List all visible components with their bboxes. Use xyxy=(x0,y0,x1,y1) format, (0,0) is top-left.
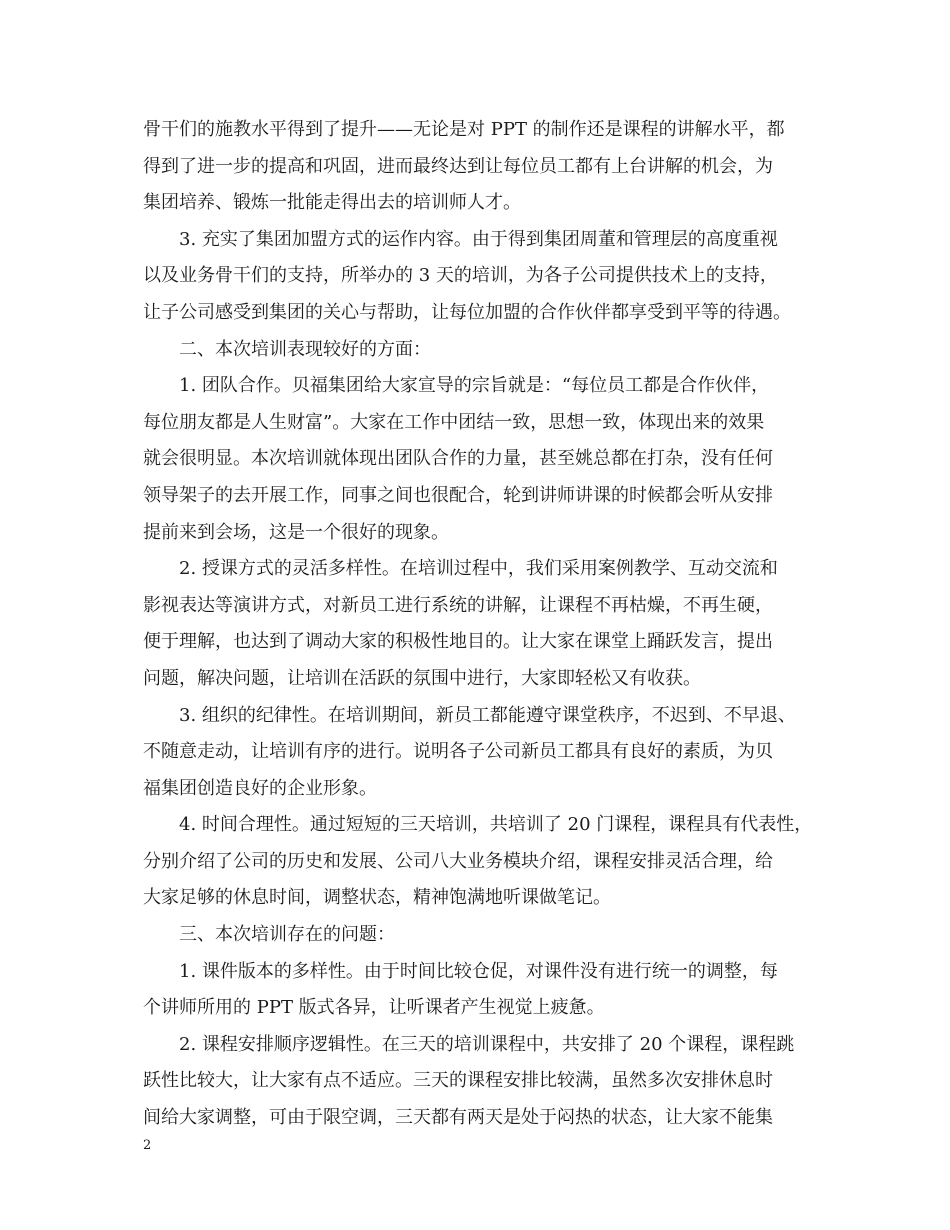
text-line: 不随意走动，让培训有序的进行。说明各子公司新员工都具有良好的素质，为贝 xyxy=(143,741,773,763)
text-line: 便于理解，也达到了调动大家的积极性地目的。让大家在课堂上踊跃发言，提出 xyxy=(143,631,773,653)
text-line: 领导架子的去开展工作，同事之间也很配合，轮到讲师讲课的时候都会听从安排 xyxy=(143,484,773,506)
text-line: 就会很明显。本次培训就体现出团队合作的力量，甚至姚总都在打杂，没有任何 xyxy=(143,448,773,470)
text-line: 大家足够的休息时间，调整状态，精神饱满地听课做笔记。 xyxy=(143,887,611,909)
text-line: 让子公司感受到集团的关心与帮助，让每位加盟的合作伙伴都享受到平等的待遇。 xyxy=(143,301,791,323)
text-line: 骨干们的施教水平得到了提升——无论是对 PPT 的制作还是课程的讲解水平，都 xyxy=(143,119,785,140)
text-line: 跃性比较大，让大家有点不适应。三天的课程安排比较满，虽然多次安排休息时 xyxy=(143,1070,773,1092)
text-line: 以及业务骨干们的支持，所举办的 3 天的培训，为各子公司提供技术上的支持， xyxy=(143,265,778,287)
text-line: 3. 充实了集团加盟方式的运作内容。由于得到集团周董和管理层的高度重视 xyxy=(143,228,778,250)
text-line: 影视表达等演讲方式，对新员工进行系统的讲解，让课程不再枯燥，不再生硬， xyxy=(143,594,773,616)
text-line: 每位朋友都是人生财富”。大家在工作中团结一致，思想一致，体现出来的效果 xyxy=(143,411,765,433)
section-heading: 三、本次培训存在的问题： xyxy=(143,924,395,946)
body-text xyxy=(143,112,823,1137)
text-line: 集团培养、锻炼一批能走得出去的培训师人才。 xyxy=(143,192,521,214)
section-heading: 二、本次培训表现较好的方面： xyxy=(143,338,431,360)
text-line: 得到了进一步的提高和巩固，进而最终达到让每位员工都有上台讲解的机会，为 xyxy=(143,155,773,177)
text-line: 问题，解决问题，让培训在活跃的氛围中进行，大家即轻松又有收获。 xyxy=(143,667,701,689)
text-line: 个讲师所用的 PPT 版式各异，让听课者产生视觉上疲惫。 xyxy=(143,997,605,1019)
text-line: 3. 组织的纪律性。在培训期间，新员工都能遵守课堂秩序，不迟到、不早退、 xyxy=(143,704,796,726)
text-line: 分别介绍了公司的历史和发展、公司八大业务模块介绍，课程安排灵活合理，给 xyxy=(143,850,773,872)
text-line: 4. 时间合理性。通过短短的三天培训，共培训了 20 门课程，课程具有代表性， xyxy=(143,814,813,836)
text-line: 福集团创造良好的企业形象。 xyxy=(143,777,377,799)
page-number: 2 xyxy=(143,1138,152,1153)
text-line: 2. 课程安排顺序逻辑性。在三天的培训课程中，共安排了 20 个课程，课程跳 xyxy=(143,1033,795,1055)
text-line: 1. 团队合作。贝福集团给大家宣导的宗旨就是：“每位员工都是合作伙伴， xyxy=(143,375,770,397)
text-line: 间给大家调整，可由于限空调，三天都有两天是处于闷热的状态，让大家不能集 xyxy=(143,1107,773,1129)
text-line: 2. 授课方式的灵活多样性。在培训过程中，我们采用案例教学、互动交流和 xyxy=(143,558,778,580)
text-line: 1. 课件版本的多样性。由于时间比较仓促，对课件没有进行统一的调整，每 xyxy=(143,960,778,982)
text-line: 提前来到会场，这是一个很好的现象。 xyxy=(143,521,449,543)
